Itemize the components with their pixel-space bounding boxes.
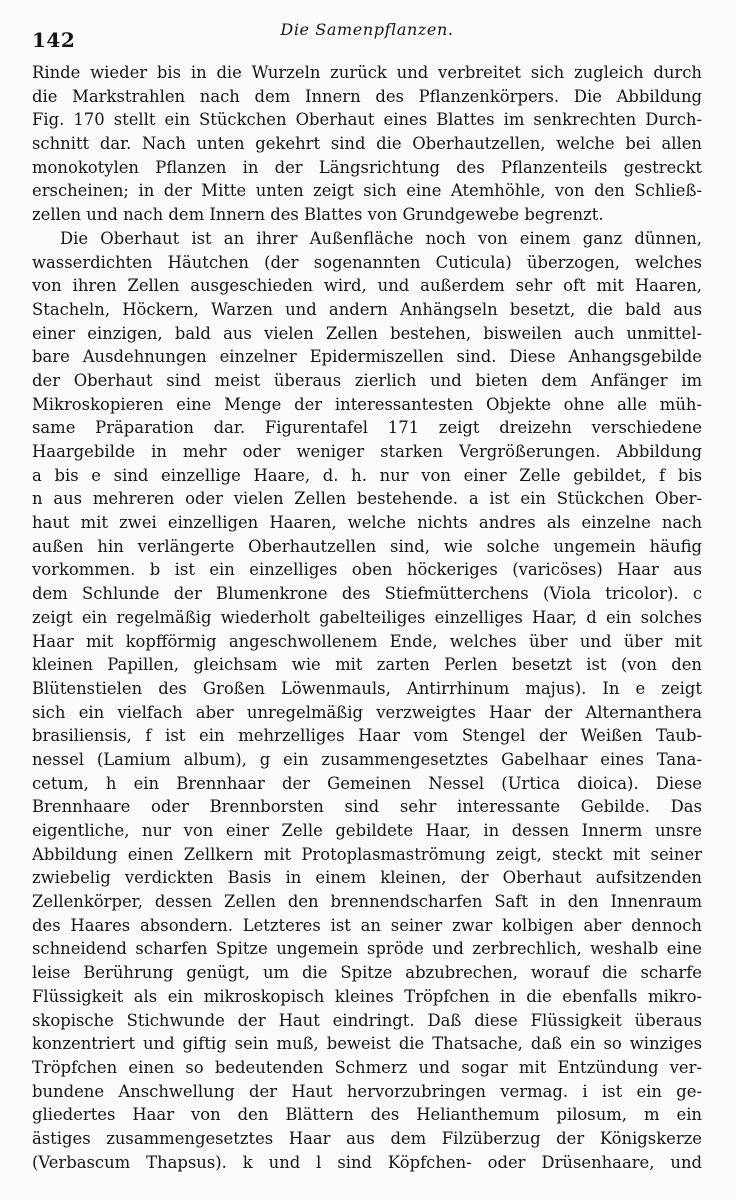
text-line: schneidend scharfen Spitze ungemein spröde und zerbrechlich, weshalb eine (32, 939, 702, 959)
text-line: Die Oberhaut ist an ihrer Außenfläche noch von einem ganz dünnen, (60, 228, 702, 248)
text-line: brasiliensis, f ist ein mehrzelliges Haar vom Stengel der Weißen Taub- (32, 726, 702, 746)
text-line: Blütenstielen des Großen Löwenmauls, Antirrhinum majus). In e zeigt (32, 678, 702, 698)
text-line: bare Ausdehnungen einzelner Epidermiszellen sind. Diese Anhangsgebilde (32, 347, 702, 367)
text-line: von ihren Zellen ausgeschieden wird, und außerdem sehr oft mit Haaren, (32, 276, 702, 296)
text-line: zwiebelig verdickten Basis in einem kleinen, der Oberhaut aufsitzenden (32, 868, 702, 888)
text-line: Abbildung einen Zellkern mit Protoplasmaströmung zeigt, steckt mit seiner (32, 844, 702, 864)
text-line: cetum, h ein Brennhaar der Gemeinen Nessel (Urtica dioica). Diese (32, 773, 702, 793)
text-line: Fig. 170 stellt ein Stückchen Oberhaut eines Blattes im senkrechten Durch- (32, 110, 702, 130)
text-line: vorkommen. b ist ein einzelliges oben höckeriges (varicöses) Haar aus (32, 560, 702, 580)
text-line: dem Schlunde der Blumenkrone des Stiefmütterchens (Viola tricolor). c (32, 584, 702, 604)
text-line: (Verbascum Thapsus). k und l sind Köpfchen- oder Drüsenhaare, und (32, 1152, 702, 1172)
page-header (32, 18, 702, 54)
text-line: skopische Stichwunde der Haut eindringt. Daß diese Flüssigkeit überaus (32, 1010, 702, 1030)
text-line: des Haares absondern. Letzteres ist an seiner zwar kolbigen aber dennoch (32, 915, 702, 935)
text-line: zeigt ein regelmäßig wiederholt gabelteiliges einzelliges Haar, d ein solches (32, 607, 702, 627)
body-text (32, 61, 702, 1174)
text-line: eigentliche, nur von einer Zelle gebildete Haar, in dessen Innerm unsre (32, 821, 702, 840)
text-line: die Markstrahlen nach dem Innern des Pflanzenkörpers. Die Abbildung (32, 86, 702, 106)
text-line: nessel (Lamium album), g ein zusammengesetztes Gabelhaar eines Tana- (32, 749, 702, 769)
text-line: schnitt dar. Nach unten gekehrt sind die Oberhautzellen, welche bei allen (32, 134, 702, 154)
text-line: konzentriert und giftig sein muß, beweist die Thatsache, daß ein so winziges (32, 1034, 702, 1054)
text-line: erscheinen; in der Mitte unten zeigt sich eine Atemhöhle, von den Schließ- (32, 181, 702, 201)
text-line: außen hin verlängerte Oberhautzellen sind, wie solche ungemein häufig (32, 536, 702, 556)
text-line: sich ein vielfach aber unregelmäßig verzweigtes Haar der Alternanthera (32, 702, 702, 722)
text-line: Haargebilde in mehr oder weniger starken Vergrößerungen. Abbildung (32, 442, 702, 461)
text-line: Zellenkörper, dessen Zellen den brennendscharfen Saft in den Innenraum (32, 892, 702, 912)
text-line: einer einzigen, bald aus vielen Zellen bestehen, bisweilen auch unmittel- (32, 323, 702, 343)
text-line: wasserdichten Häutchen (der sogenannten Cuticula) überzogen, welches (32, 252, 702, 272)
text-line: Flüssigkeit als ein mikroskopisch kleines Tröpfchen in die ebenfalls mikro- (32, 986, 702, 1006)
text-line: haut mit zwei einzelligen Haaren, welche nichts andres als einzelne nach (32, 513, 702, 533)
text-line: Tröpfchen einen so bedeutenden Schmerz und sogar mit Entzündung ver- (32, 1057, 702, 1077)
text-line: Haar mit kopfförmig angeschwollenem Ende, welches über und über mit (32, 631, 702, 651)
text-line: gliedertes Haar von den Blättern des Helianthemum pilosum, m ein (32, 1105, 702, 1125)
page-number: 142 (32, 28, 76, 52)
text-line: bundene Anschwellung der Haut hervorzubringen vermag. i ist ein ge- (32, 1081, 702, 1101)
text-line: Stacheln, Höckern, Warzen und andern Anhängseln besetzt, die bald aus (32, 299, 702, 319)
text-line: ästiges zusammengesetztes Haar aus dem Filzüberzug der Königskerze (32, 1128, 702, 1148)
text-line: same Präparation dar. Figurentafel 171 zeigt dreizehn verschiedene (32, 418, 702, 438)
text-line: a bis e sind einzellige Haare, d. h. nur von einer Zelle gebildet, f bis (32, 465, 702, 485)
running-head: Die Samenpflanzen. (280, 20, 454, 39)
text-line: Rinde wieder bis in die Wurzeln zurück und verbreitet sich zugleich durch (32, 63, 702, 82)
text-line: Brennhaare oder Brennborsten sind sehr interessante Gebilde. Das (32, 797, 702, 817)
text-line: zellen und nach dem Innern des Blattes von Grundgewebe begrenzt. (32, 205, 604, 225)
text-line: monokotylen Pflanzen in der Längsrichtung des Pflanzenteils gestreckt (32, 157, 702, 177)
text-line: Mikroskopieren eine Menge der interessantesten Objekte ohne alle müh- (32, 394, 702, 414)
text-line: n aus mehreren oder vielen Zellen bestehende. a ist ein Stückchen Ober- (32, 489, 702, 509)
text-line: kleinen Papillen, gleichsam wie mit zarten Perlen besetzt ist (von den (32, 655, 702, 675)
text-line: der Oberhaut sind meist überaus zierlich und bieten dem Anfänger im (32, 370, 702, 390)
text-line: leise Berührung genügt, um die Spitze abzubrechen, worauf die scharfe (32, 963, 702, 983)
